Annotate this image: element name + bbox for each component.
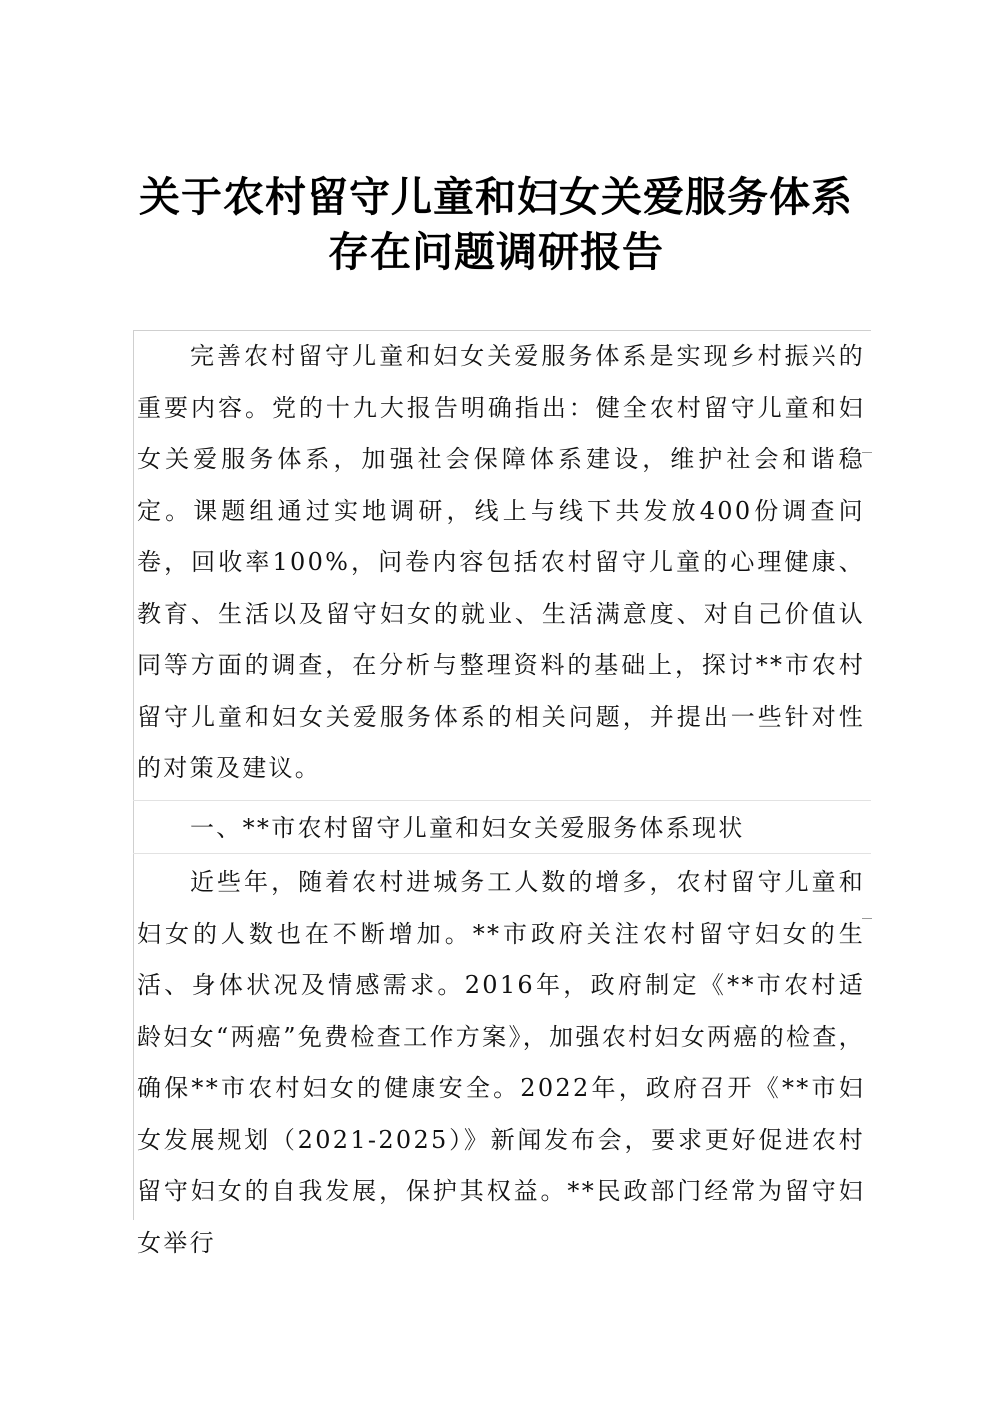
intro-paragraph: 完善农村留守儿童和妇女关爱服务体系是实现乡村振兴的重要内容。党的十九大报告明确指出：健全农村留守儿童和妇女关爱服务体系，加强社会保障体系建设，维护社会和谐稳定。课题组通过实地调研，线上与线下共发放400份调查问卷，回收率100%，问卷内容包括农村留守儿童的心理健康、教育、生活以及留守妇女的就业、生活满意度、对自己价值认同等方面的调查，在分析与整理资料的基础上，探讨**市农村留守儿童和妇女关爱服务体系的相关问题，并提出一些针对性的对策及建议。 xyxy=(137,342,865,782)
document-title: 关于农村留守儿童和妇女关爱服务体系存在问题调研报告 xyxy=(139,173,853,276)
paragraph-divider xyxy=(133,853,871,854)
margin-tick xyxy=(862,452,872,453)
section-paragraph: 近些年，随着农村进城务工人数的增多，农村留守儿童和妇女的人数也在不断增加。**市政府关注农村留守妇女的生活、身体状况及情感需求。2016年，政府制定《**市农村适龄妇女“两癌”免费检查工作方案》，加强农村妇女两癌的检查，确保**市农村妇女的健康安全。2022年，政府召开《**市妇女发展规划（2021-2025）》新闻发布会，要求更好促进农村留守妇女的自我发展，保护其权益。**民政部门经常为留守妇女举行 xyxy=(137,868,865,1257)
section-heading: 一、**市农村留守儿童和妇女关爱服务体系现状 xyxy=(190,814,745,842)
paragraph-divider xyxy=(133,800,871,801)
margin-tick xyxy=(862,918,872,919)
